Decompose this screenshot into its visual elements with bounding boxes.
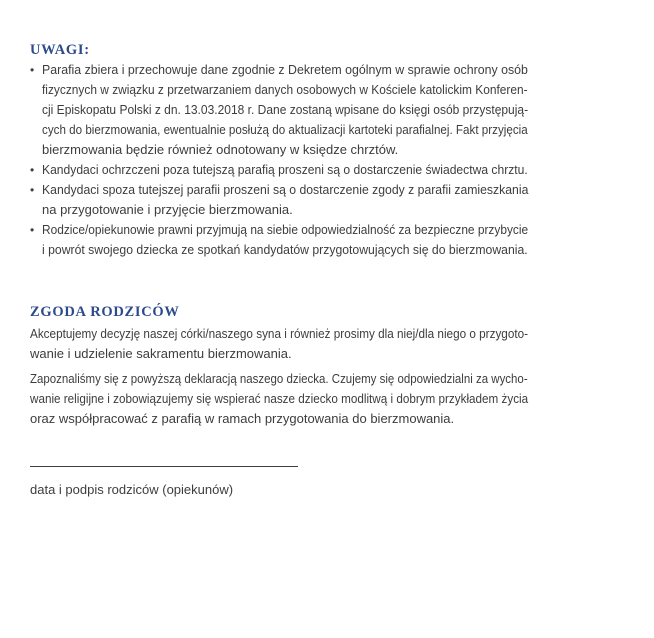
note-line: bierzmowania będzie również odnotowany w księdze chrztów. xyxy=(42,142,399,157)
consent-paragraph xyxy=(30,369,528,429)
bullet-icon: • xyxy=(30,163,35,177)
note-line: cych do bierzmowania, ewentualnie posłużą do aktualizacji kartoteki parafialnej. Fakt przyjęcia xyxy=(42,122,528,137)
consent-heading: ZGODA RODZICÓW xyxy=(30,304,180,320)
bullet-icon: • xyxy=(30,223,35,237)
note-bullet-item xyxy=(30,180,528,220)
signature-caption: data i podpis rodziców (opiekunów) xyxy=(30,482,234,497)
note-lines xyxy=(42,60,528,160)
note-line: Rodzice/opiekunowie prawni przyjmują na siebie odpowiedzialność za bezpieczne przybycie xyxy=(42,222,529,237)
note-line: na przygotowanie i przyjęcie bierzmowania. xyxy=(42,202,293,217)
paragraph-line: Zapoznaliśmy się z powyższą deklaracją naszego dziecka. Czujemy się odpowiedzialni za wycho- xyxy=(30,371,528,386)
consent-paragraph xyxy=(30,324,528,364)
note-line: Kandydaci ochrzczeni poza tutejszą parafią proszeni są o dostarczenie świadectwa chrztu. xyxy=(42,162,528,177)
note-bullet-item xyxy=(30,60,528,160)
notes-heading: UWAGI: xyxy=(30,42,90,58)
note-bullet-item xyxy=(30,160,528,180)
notes-list xyxy=(30,60,528,260)
bullet-icon: • xyxy=(30,183,35,197)
paragraph-line: Akceptujemy decyzję naszej córki/naszego syna i również prosimy dla niej/dla niego o przygoto- xyxy=(30,326,529,341)
bullet-icon: • xyxy=(30,63,35,77)
note-lines xyxy=(42,160,528,180)
note-line: Kandydaci spoza tutejszej parafii proszeni są o dostarczenie zgody z parafii zamieszkania xyxy=(42,182,529,197)
note-lines xyxy=(42,180,528,220)
paragraph-line: oraz współpracować z parafią w ramach przygotowania do bierzmowania. xyxy=(30,411,455,426)
note-line: i powrót swojego dziecka ze spotkań kandydatów przygotowujących się do bierzmowania. xyxy=(42,242,528,257)
paragraph-line: wanie religijne i zobowiązujemy się wspierać nasze dziecko modlitwą i dobrym przykładem życia xyxy=(30,391,529,406)
note-line: cji Episkopatu Polski z dn. 13.03.2018 r. Dane zostaną wpisane do księgi osób przystępują- xyxy=(42,102,529,117)
note-lines xyxy=(42,220,528,260)
signature-rule xyxy=(30,466,298,467)
note-line: fizycznych w związku z przetwarzaniem danych osobowych w Kościele katolickim Konferen- xyxy=(42,82,528,97)
note-line: Parafia zbiera i przechowuje dane zgodnie z Dekretem ogólnym w sprawie ochrony osób xyxy=(42,62,528,77)
note-bullet-item xyxy=(30,220,528,260)
paragraph-line: wanie i udzielenie sakramentu bierzmowania. xyxy=(30,346,292,361)
